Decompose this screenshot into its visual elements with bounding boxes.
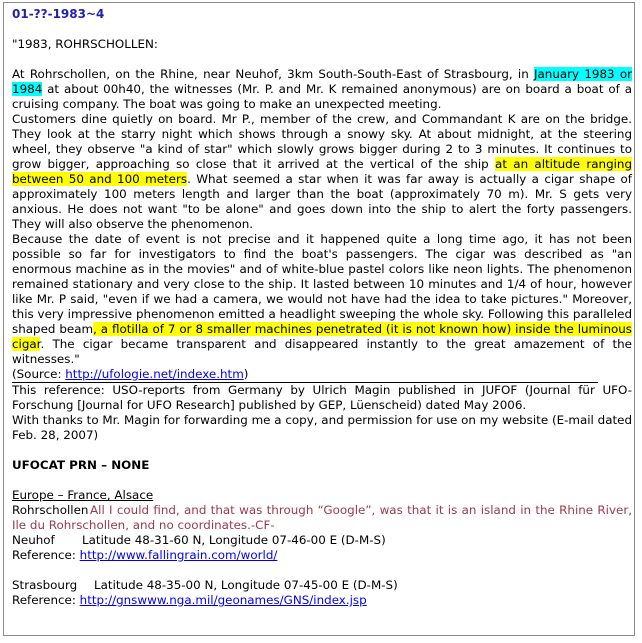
source-suffix: ) bbox=[243, 367, 249, 381]
reference-text: This reference: USO-reports from Germany by Ulrich Magin published in JUFOF (Journal für UFO-Forschung [Journal for UFO Research] published by GEP, Lüenscheid) dated May 2006. bbox=[12, 383, 632, 412]
source-prefix: (Source: bbox=[12, 367, 66, 381]
ufocat-heading: UFOCAT PRN – NONE bbox=[12, 458, 150, 472]
paragraph-3 bbox=[12, 232, 632, 367]
neuhof-label: Neuhof bbox=[12, 533, 55, 547]
p3-text-b: . The cigar became transparent and disappeared instantly to the great amazement of the witnesses." bbox=[12, 337, 632, 366]
document-body bbox=[12, 7, 632, 608]
altitude-highlight: at an altitude ranging between 50 and 100 meters bbox=[12, 157, 632, 186]
strasbourg-label: Strasbourg bbox=[12, 578, 78, 592]
strasbourg-coords: Latitude 48-35-00 N, Longitude 07-45-00 E (D-M-S) bbox=[94, 578, 398, 592]
p2-text-a: Customers dine quietly on board. Mr P., member of the crew, and Commandant K are on the bridge. They look at the starry night which shows through a snowy sky. At about midnight, at the steering wheel, they observe "a kind of star" which slowly grows bigger during 2 to 3 minutes. It continues to grow bigger, approaching so close that it arrived at the vertical of the ship bbox=[12, 112, 632, 171]
p1-text-a: At Rohrschollen, on the Rhine, near Neuhof, 3km South-South-East of Strasbourg, in bbox=[12, 67, 534, 81]
source-line bbox=[12, 367, 632, 382]
thanks-text: With thanks to Mr. Magin for forwarding me a copy, and permission for use on my website (E-mail dated Feb. 28, 2007) bbox=[12, 413, 633, 442]
case-id-title: 01-??-1983~4 bbox=[12, 7, 105, 21]
document-frame bbox=[3, 2, 635, 636]
source-link[interactable]: http://ufologie.net/indexe.htm bbox=[65, 367, 244, 381]
rohrschollen-entry bbox=[12, 503, 632, 533]
p2-text-b: . What seemed a star when it was far away is actually a cigar shape of approximately 100 meters length and larger than the boat (approximately 70 m). Mr. S gets very anxious. He does not want "to be alone" and goes down into the ship to alert the forty passengers. They will also observe the phenomenon. bbox=[12, 172, 632, 231]
neuhof-coords: Latitude 48-31-60 N, Longitude 07-46-00 E (D-M-S) bbox=[82, 533, 386, 547]
rohrschollen-note: All I could find, and that was through “Google”, was that it is an island in the Rhine River, Ile du Rohrschollen, and no coordinates.-CF- bbox=[12, 503, 632, 532]
flotilla-highlight: , a flotilla of 7 or 8 smaller machines penetrated (it is not known how) inside the luminous cigar bbox=[12, 322, 632, 351]
fallingrain-link[interactable]: http://www.fallingrain.com/world/ bbox=[79, 548, 278, 562]
strasbourg-reference bbox=[12, 593, 632, 608]
neuhof-ref-label: Reference: bbox=[12, 548, 80, 562]
strasbourg-entry bbox=[12, 578, 632, 593]
region-heading: Europe – France, Alsace bbox=[12, 488, 154, 502]
paragraph-1 bbox=[12, 67, 632, 112]
neuhof-reference bbox=[12, 548, 632, 563]
geonames-link[interactable]: http://gnswww.nga.mil/geonames/GNS/index.jsp bbox=[79, 593, 367, 607]
p1-text-b: at about 00h40, the witnesses (Mr. P. and Mr. K remained anonymous) are on board a boat of a cruising company. The boat was going to make an unexpected meeting. bbox=[12, 82, 632, 111]
date-highlight: January 1983 or 1984 bbox=[12, 67, 632, 96]
report-heading: "1983, ROHRSCHOLLEN: bbox=[12, 37, 158, 51]
neuhof-entry bbox=[12, 533, 632, 548]
strasbourg-ref-label: Reference: bbox=[12, 593, 80, 607]
rohrschollen-label: Rohrschollen bbox=[12, 503, 89, 517]
p3-text-a: Because the date of event is not precise and it happened quite a long time ago, it has not been possible so far for investigators to find the boat's passengers. The cigar was described as "an enormous machine as in the movies" and of white-blue pastel colors like neon lights. The phenomenon remained stationary and very close to the ship. It lasted between 10 minutes and 1/4 of hour, however like Mr. P said, "even if we had a camera, we would not have had the idea to take pictures." Moreover, this very impressive phenomenon emitted a headlight sweeping the whole sky. Following this paralleled shaped beam bbox=[12, 232, 632, 336]
paragraph-2 bbox=[12, 112, 632, 232]
